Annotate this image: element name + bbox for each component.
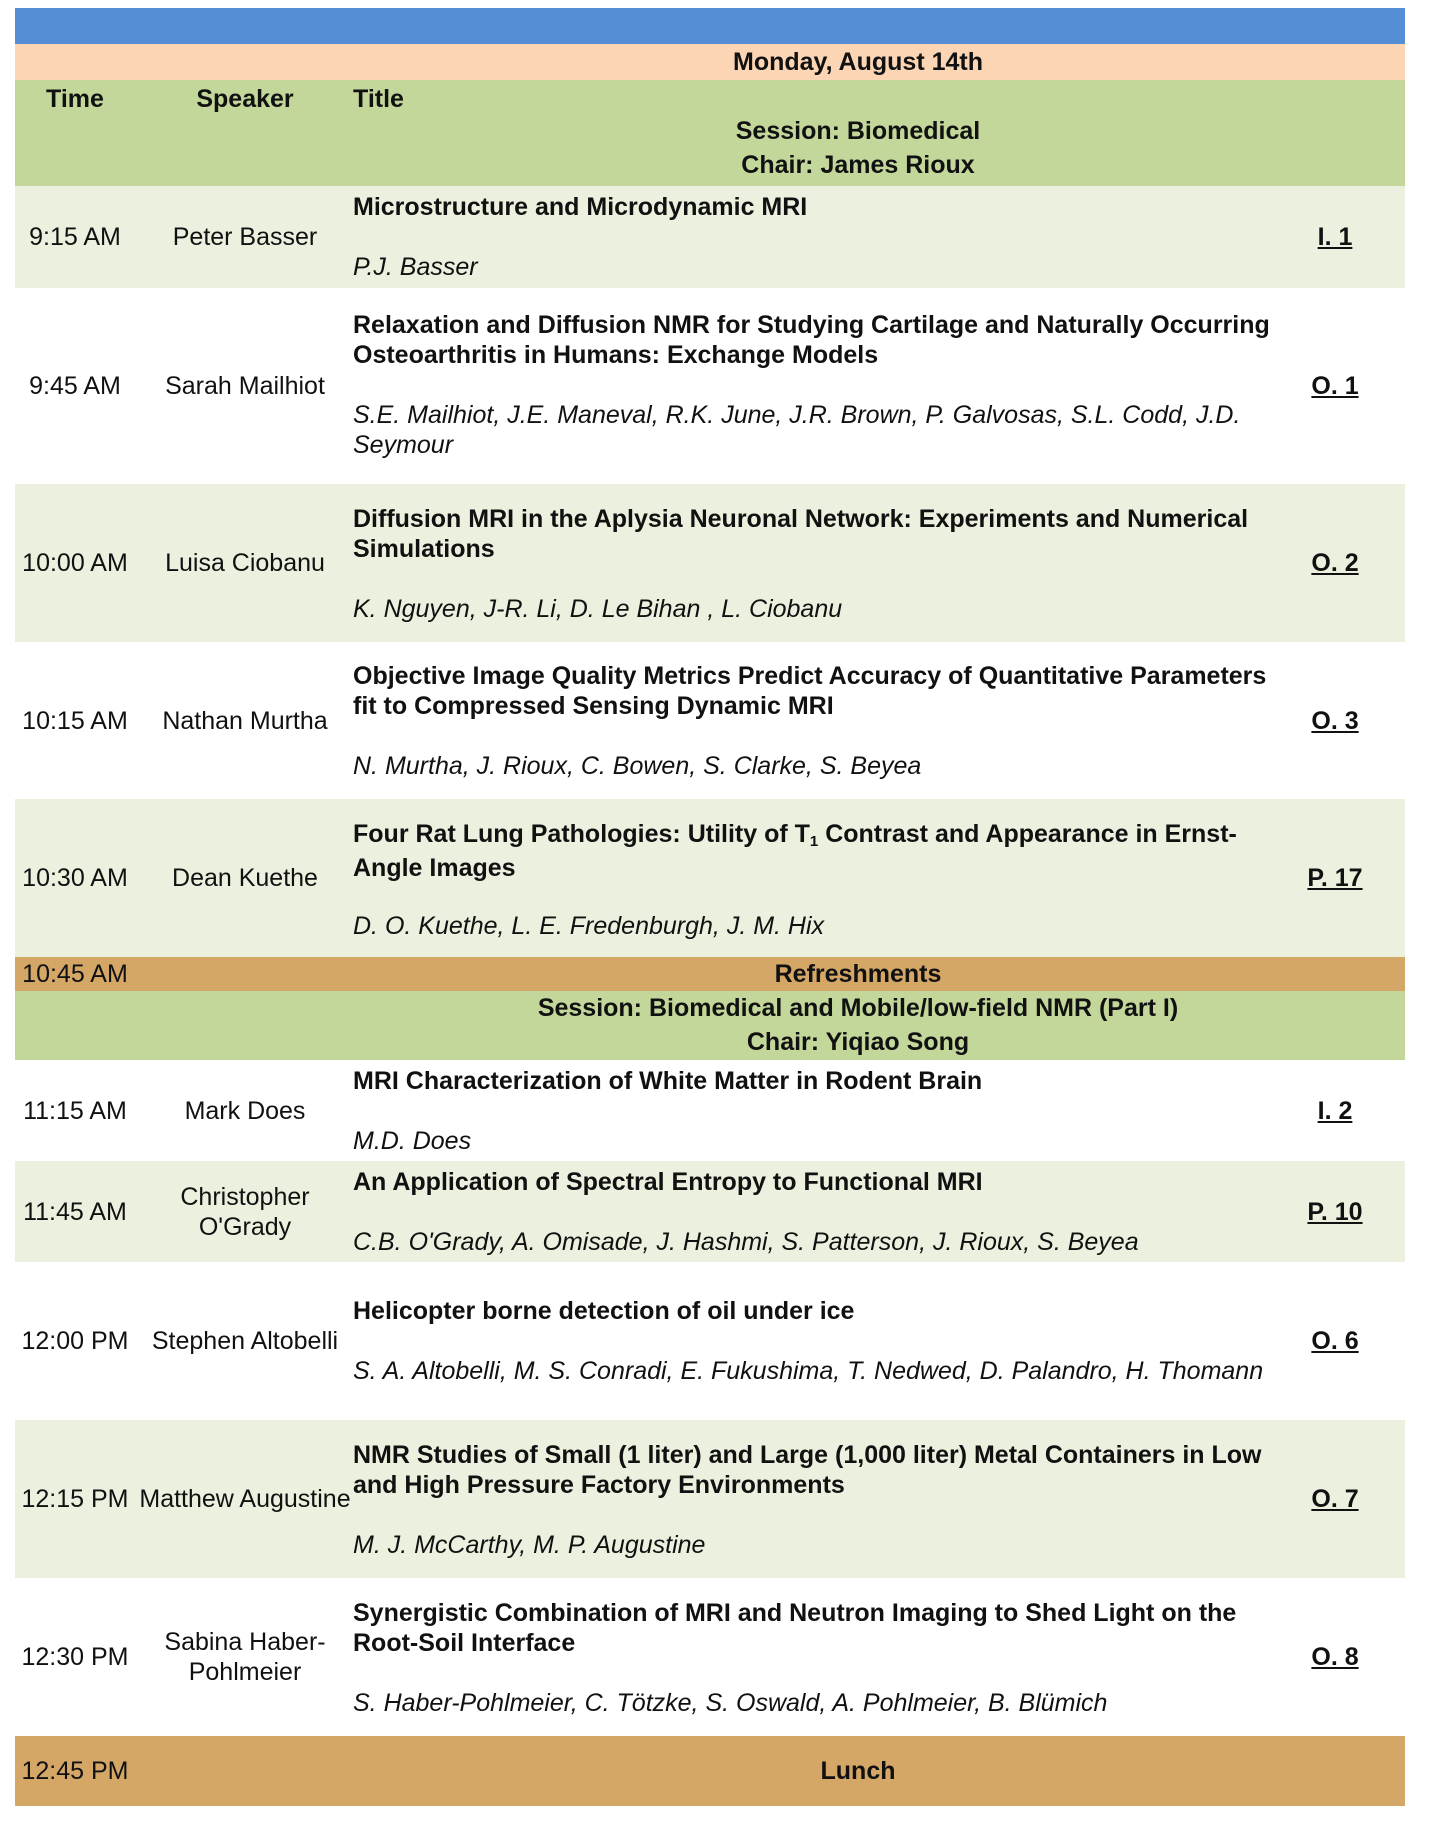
talk-title: Helicopter borne detection of oil under ice: [353, 1297, 855, 1325]
break-time: 10:45 AM: [22, 960, 128, 988]
talk-row: [15, 799, 1405, 957]
abstract-code-link[interactable]: O. 1: [1311, 372, 1359, 400]
talk-time: 12:00 PM: [21, 1327, 129, 1355]
talk-speaker: Sarah Mailhiot: [165, 372, 325, 400]
talk-row: [15, 1262, 1405, 1420]
talk-row: [15, 1161, 1405, 1262]
talk-row: [15, 288, 1405, 484]
talk-content: [353, 1598, 1283, 1718]
date-header: [15, 44, 1405, 80]
talk-time: 12:30 PM: [21, 1643, 129, 1671]
talk-content: [353, 310, 1283, 460]
talk-content: [353, 1066, 1283, 1156]
talk-authors: N. Murtha, J. Rioux, C. Bowen, S. Clarke, S. Beyea: [353, 752, 922, 780]
session-name: Session: Biomedical: [735, 117, 981, 145]
talk-authors: C.B. O'Grady, A. Omisade, J. Hashmi, S. Patterson, J. Rioux, S. Beyea: [353, 1228, 1139, 1256]
talk-row: [15, 1060, 1405, 1161]
talk-title: NMR Studies of Small (1 liter) and Large (1,000 liter) Metal Containers in Low and High Pressure Factory Environments: [353, 1441, 1262, 1499]
day-title: Monday, August 14th: [733, 48, 983, 76]
column-header-time: Time: [46, 85, 104, 113]
session-chair: Chair: Yiqiao Song: [746, 1028, 970, 1056]
talk-row: [15, 186, 1405, 288]
talk-title: Four Rat Lung Pathologies: Utility of $T_1$ Contrast and Appearance in Ernst-Angle Images: [353, 820, 1237, 882]
talk-speaker: Mark Does: [184, 1096, 306, 1125]
talk-speaker: Nathan Murtha: [162, 706, 328, 735]
talk-content: [353, 1167, 1283, 1257]
talk-row: [15, 642, 1405, 799]
session-header-1: [15, 80, 1405, 186]
talk-speaker: Sabina Haber-Pohlmeier: [164, 1628, 326, 1686]
talk-time: 9:15 AM: [29, 223, 121, 251]
abstract-code-link[interactable]: O. 2: [1311, 549, 1359, 577]
talk-content: [353, 192, 1283, 282]
talk-speaker: Christopher O'Grady: [180, 1182, 310, 1241]
talk-time: 12:15 PM: [21, 1485, 129, 1513]
talk-row: [15, 1578, 1405, 1736]
abstract-code-link[interactable]: I. 1: [1317, 223, 1353, 251]
talk-time: 10:30 AM: [22, 864, 128, 892]
talk-content: [353, 1296, 1283, 1386]
talk-authors: S. A. Altobelli, M. S. Conradi, E. Fukushima, T. Nedwed, D. Palandro, H. Thomann: [353, 1357, 1264, 1385]
break-label: Lunch: [820, 1757, 896, 1785]
column-header-speaker: Speaker: [196, 85, 294, 113]
talk-speaker: Stephen Altobelli: [151, 1327, 339, 1355]
abstract-code-link[interactable]: O. 3: [1311, 706, 1359, 735]
column-header-title: Title: [353, 85, 404, 113]
abstract-code-link[interactable]: O. 6: [1311, 1327, 1359, 1355]
talk-time: 10:00 AM: [22, 549, 128, 577]
talk-speaker: Dean Kuethe: [172, 864, 318, 892]
talk-time: 11:45 AM: [23, 1197, 127, 1226]
talk-title: Relaxation and Diffusion NMR for Studying Cartilage and Naturally Occurring Osteoarthritis in Humans: Exchange Models: [353, 311, 1270, 369]
talk-title: Objective Image Quality Metrics Predict Accuracy of Quantitative Parameters fit to Compressed Sensing Dynamic MRI: [353, 662, 1267, 720]
break-time: 12:45 PM: [21, 1757, 129, 1785]
talk-title: MRI Characterization of White Matter in Rodent Brain: [353, 1067, 983, 1095]
talk-title: An Application of Spectral Entropy to Functional MRI: [353, 1168, 983, 1196]
talk-speaker: Peter Basser: [172, 223, 318, 251]
break-label: Refreshments: [774, 960, 942, 988]
talk-content: [353, 661, 1283, 781]
talk-content: [353, 817, 1283, 941]
top-bar: [15, 8, 1405, 44]
talk-speaker: Matthew Augustine: [139, 1485, 351, 1513]
talk-speaker: Luisa Ciobanu: [165, 549, 325, 577]
break-row: [15, 957, 1405, 991]
abstract-code-link[interactable]: I. 2: [1317, 1096, 1353, 1125]
session-chair: Chair: James Rioux: [741, 151, 975, 179]
talk-content: [353, 504, 1283, 624]
talk-title: Synergistic Combination of MRI and Neutron Imaging to Shed Light on the Root-Soil Interface: [353, 1599, 1237, 1657]
abstract-code-link[interactable]: P. 10: [1307, 1197, 1363, 1226]
session-name: Session: Biomedical and Mobile/low-field NMR (Part I): [537, 994, 1179, 1022]
talk-authors: M.D. Does: [353, 1127, 472, 1155]
program-schedule: [15, 8, 1405, 1806]
talk-time: 10:15 AM: [22, 706, 128, 735]
abstract-code-link[interactable]: O. 7: [1311, 1485, 1359, 1513]
talk-authors: S.E. Mailhiot, J.E. Maneval, R.K. June, J.R. Brown, P. Galvosas, S.L. Codd, J.D. Seymour: [353, 401, 1241, 459]
talk-authors: K. Nguyen, J-R. Li, D. Le Bihan , L. Ciobanu: [353, 595, 843, 623]
talk-row: [15, 1420, 1405, 1578]
talk-title: Diffusion MRI in the Aplysia Neuronal Network: Experiments and Numerical Simulations: [353, 505, 1249, 563]
talk-time: 11:15 AM: [23, 1096, 127, 1125]
break-row: [15, 1736, 1405, 1806]
abstract-code-link[interactable]: O. 8: [1311, 1643, 1359, 1671]
talk-authors: S. Haber-Pohlmeier, C. Tötzke, S. Oswald, A. Pohlmeier, B. Blümich: [353, 1689, 1108, 1717]
talk-authors: P.J. Basser: [353, 253, 478, 281]
session-header-2: [15, 991, 1405, 1060]
abstract-code-link[interactable]: P. 17: [1307, 864, 1363, 892]
talk-authors: D. O. Kuethe, L. E. Fredenburgh, J. M. Hix: [353, 912, 825, 940]
talk-authors: M. J. McCarthy, M. P. Augustine: [353, 1531, 706, 1559]
talk-title: Microstructure and Microdynamic MRI: [353, 193, 808, 221]
talk-content: [353, 1440, 1283, 1560]
talk-time: 9:45 AM: [29, 372, 121, 400]
talk-row: [15, 484, 1405, 642]
